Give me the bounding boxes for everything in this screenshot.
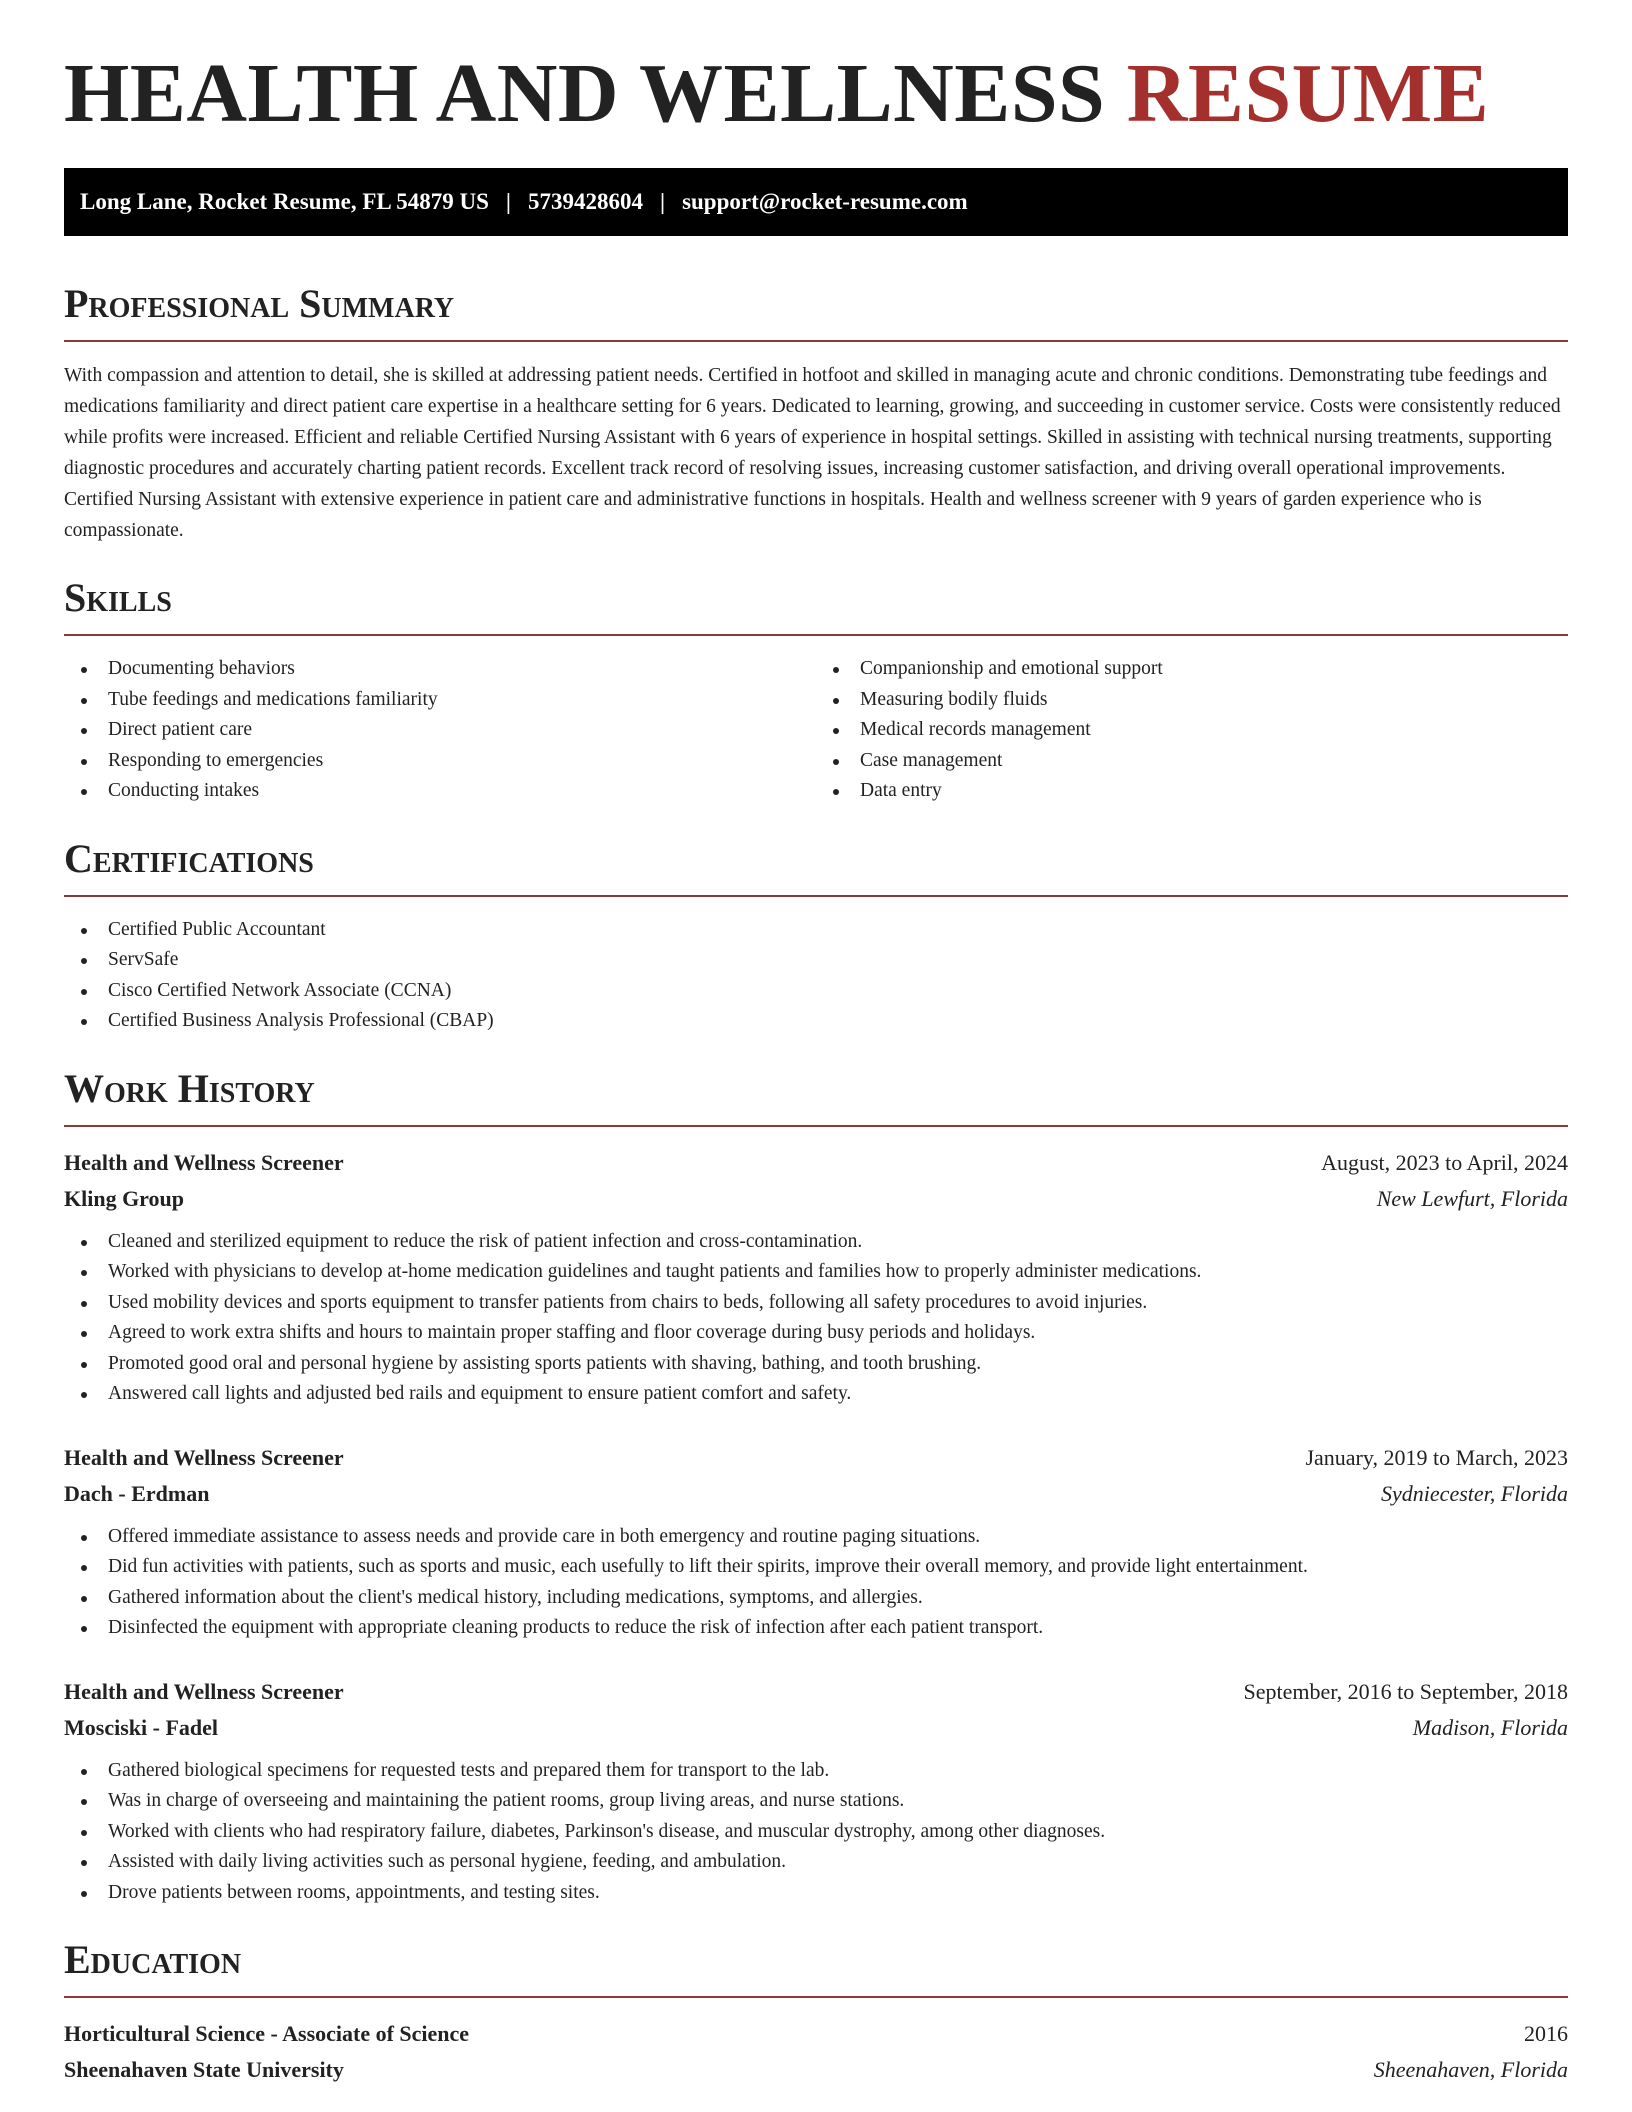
contact-separator: | (659, 189, 666, 214)
job-company: Dach - Erdman (64, 1480, 210, 1506)
job-title: Health and Wellness Screener (64, 1678, 344, 1704)
contact-bar (64, 168, 1568, 236)
certification-item: ServSafe (64, 945, 1568, 976)
education-school-row (64, 2052, 1568, 2088)
job-bullet: Disinfected the equipment with appropriate cleaning products to reduce the risk of infection after each patient transport. (64, 1613, 1568, 1644)
work-history-section (64, 1067, 1568, 1909)
skill-item: Companionship and emotional support (816, 654, 1568, 685)
education-location: Sheenahaven, Florida (1373, 2057, 1568, 2082)
job-bullet: Was in charge of overseeing and maintaining the patient rooms, group living areas, and nurse stations. (64, 1786, 1568, 1817)
education-section (64, 1938, 1568, 2088)
skills-list-right (816, 654, 1568, 807)
job-entry (64, 1145, 1568, 1410)
skill-item: Conducting intakes (64, 776, 816, 807)
job-header-row (64, 1145, 1568, 1181)
skills-list-left (64, 654, 816, 807)
certifications-list (64, 915, 1568, 1037)
job-company-row (64, 1476, 1568, 1512)
job-entry (64, 1440, 1568, 1644)
job-dates: January, 2019 to March, 2023 (1305, 1444, 1568, 1470)
job-company: Kling Group (64, 1185, 185, 1211)
job-bullet: Used mobility devices and sports equipment to transfer patients from chairs to beds, following all safety procedures to avoid injuries. (64, 1288, 1568, 1319)
job-dates: August, 2023 to April, 2024 (1321, 1149, 1568, 1175)
job-title: Health and Wellness Screener (64, 1444, 344, 1470)
skills-heading: Skills (64, 576, 1568, 636)
certification-item: Cisco Certified Network Associate (CCNA) (64, 976, 1568, 1007)
skill-item: Medical records management (816, 715, 1568, 746)
education-school: Sheenahaven State University (64, 2057, 344, 2082)
summary-text: With compassion and attention to detail, she is skilled at addressing patient needs. Certified in hotfoot and skilled in managing acute and chronic conditions. Demonstrating tube feedings and medications familiarity and direct patient care expertise in a healthcare setting for 6 years. Dedicated to learning, growing, and succeeding in customer service. Costs were consistently reduced while profits were increased. Efficient and reliable Certified Nursing Assistant with 6 years of experience in hospital settings. Skilled in assisting with technical nursing treatments, supporting diagnostic procedures and accurately charting patient records. Excellent track record of resolving issues, increasing customer satisfaction, and driving overall operational improvements. Certified Nursing Assistant with extensive experience in patient care and administrative functions in hospitals. Health and wellness screener with 9 years of garden experience who is compassionate. (64, 365, 1561, 541)
job-company: Mosciski - Fadel (64, 1714, 218, 1740)
skill-item: Case management (816, 746, 1568, 777)
job-bullet: Cleaned and sterilized equipment to reduce the risk of patient infection and cross-contamination. (64, 1227, 1568, 1258)
skill-item: Tube feedings and medications familiarity (64, 685, 816, 716)
job-bullet: Worked with physicians to develop at-home medication guidelines and taught patients and families how to properly administer medications. (64, 1257, 1568, 1288)
education-degree-row (64, 2016, 1568, 2052)
job-bullet: Did fun activities with patients, such as sports and music, each usefully to lift their spirits, improve their overall memory, and provide light entertainment. (64, 1552, 1568, 1583)
job-bullet: Offered immediate assistance to assess needs and provide care in both emergency and routine paging situations. (64, 1522, 1568, 1553)
job-title: Health and Wellness Screener (64, 1149, 344, 1175)
job-bullets (64, 1227, 1568, 1410)
education-year: 2016 (1524, 2021, 1568, 2046)
contact-separator: | (505, 189, 511, 214)
job-bullet: Gathered information about the client's medical history, including medications, symptoms, and allergies. (64, 1583, 1568, 1614)
skill-item: Data entry (816, 776, 1568, 807)
skill-item: Measuring bodily fluids (816, 685, 1568, 716)
job-company-row (64, 1710, 1568, 1746)
job-bullet: Answered call lights and adjusted bed rails and equipment to ensure patient comfort and safety. (64, 1379, 1568, 1410)
title-accent: RESUME (1126, 47, 1490, 140)
summary-heading: Professional Summary (64, 282, 1568, 342)
skills-section (64, 576, 1568, 807)
title-main: HEALTH AND WELLNESS (64, 47, 1106, 140)
job-dates: September, 2016 to September, 2018 (1243, 1678, 1568, 1704)
job-bullet: Gathered biological specimens for requested tests and prepared them for transport to the lab. (64, 1756, 1568, 1787)
contact-email[interactable]: support@rocket-resume.com (682, 189, 968, 214)
skill-item: Direct patient care (64, 715, 816, 746)
certifications-section (64, 837, 1568, 1037)
job-bullet: Worked with clients who had respiratory failure, diabetes, Parkinson's disease, and muscular dystrophy, among other diagnoses. (64, 1817, 1568, 1848)
job-bullet: Assisted with daily living activities such as personal hygiene, feeding, and ambulation. (64, 1847, 1568, 1878)
certifications-heading: Certifications (64, 837, 1568, 897)
certification-item: Certified Public Accountant (64, 915, 1568, 946)
job-location: Sydniecester, Florida (1381, 1480, 1568, 1506)
job-header-row (64, 1674, 1568, 1710)
education-heading: Education (64, 1938, 1568, 1998)
certification-item: Certified Business Analysis Professional (CBAP) (64, 1006, 1568, 1037)
summary-section (64, 282, 1568, 546)
job-header-row (64, 1440, 1568, 1476)
contact-address: Long Lane, Rocket Resume, FL 54879 US (80, 189, 489, 214)
job-location: Madison, Florida (1412, 1714, 1568, 1740)
skills-grid (64, 654, 1568, 807)
job-entry (64, 1674, 1568, 1909)
education-degree: Horticultural Science - Associate of Science (64, 2021, 470, 2046)
job-bullet: Drove patients between rooms, appointments, and testing sites. (64, 1878, 1568, 1909)
job-bullet: Promoted good oral and personal hygiene by assisting sports patients with shaving, bathing, and tooth brushing. (64, 1349, 1568, 1380)
job-company-row (64, 1181, 1568, 1217)
skill-item: Responding to emergencies (64, 746, 816, 777)
contact-phone[interactable]: 5739428604 (527, 189, 643, 214)
job-bullets (64, 1756, 1568, 1909)
skill-item: Documenting behaviors (64, 654, 816, 685)
work-history-heading: Work History (64, 1067, 1568, 1127)
job-bullets (64, 1522, 1568, 1644)
job-location: New Lewfurt, Florida (1376, 1185, 1568, 1211)
job-bullet: Agreed to work extra shifts and hours to maintain proper staffing and floor coverage during busy periods and holidays. (64, 1318, 1568, 1349)
resume-title (64, 47, 1568, 140)
